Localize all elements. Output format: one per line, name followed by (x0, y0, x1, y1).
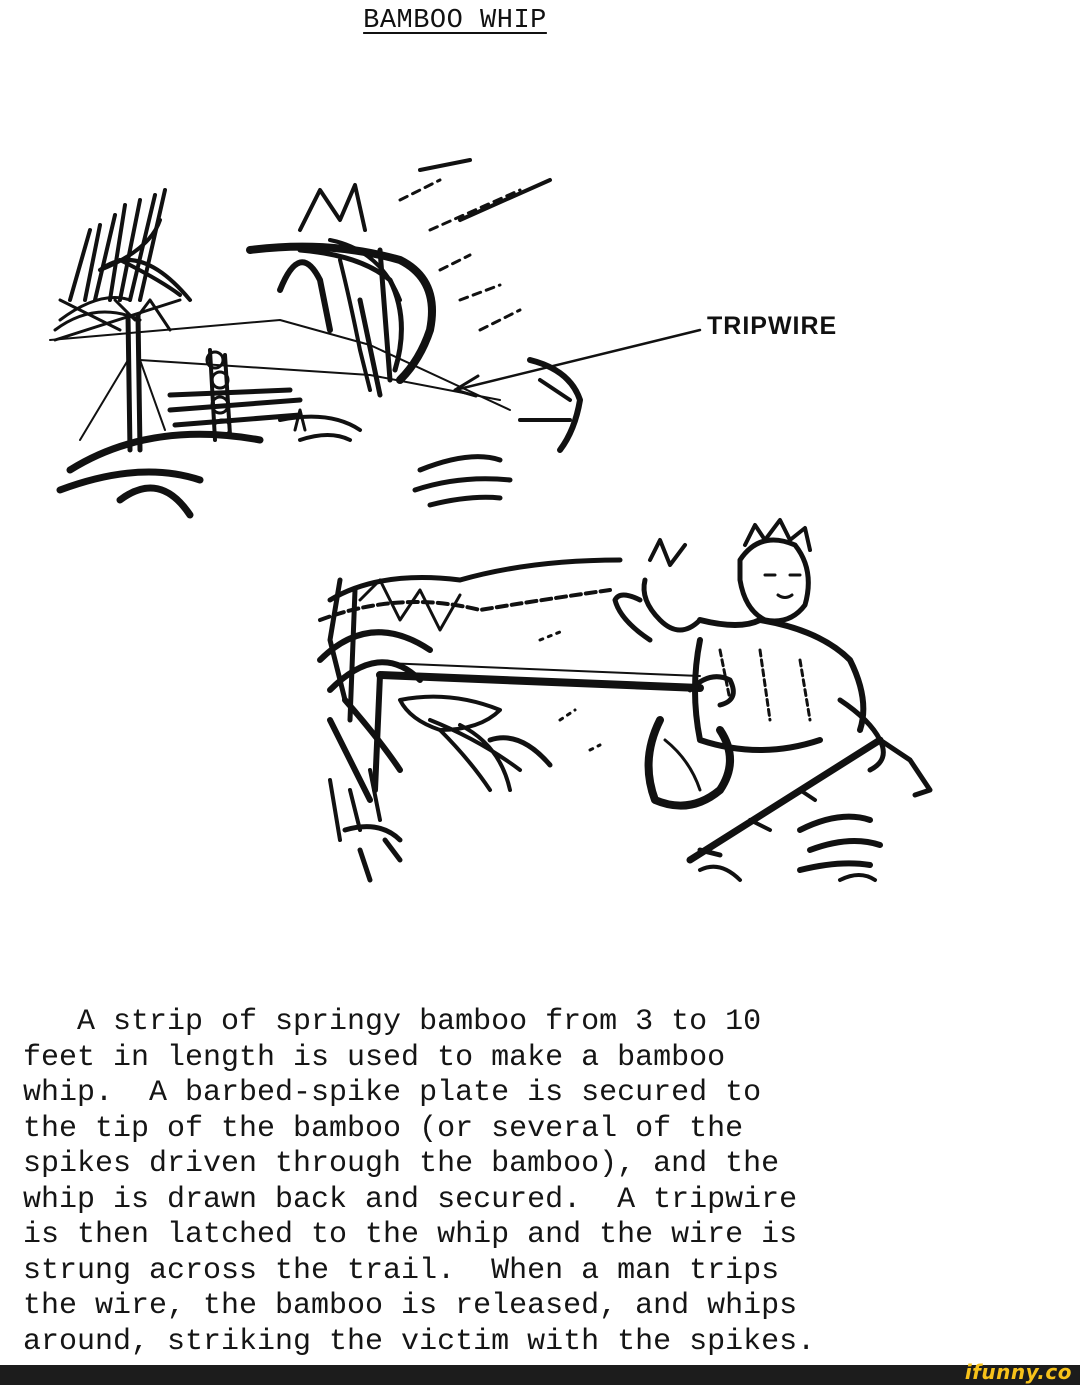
watermark-bar (0, 1365, 1080, 1385)
paragraph-line: whip. A barbed-spike plate is secured to (23, 1076, 762, 1110)
paragraph-line: around, striking the victim with the spikes. (23, 1324, 816, 1359)
page-title: BAMBOO WHIP (363, 6, 547, 36)
description-paragraph (23, 1005, 1063, 1360)
paragraph-line: is then latched to the whip and the wire is (23, 1218, 798, 1252)
paragraph-line: strung across the trail. When a man trips (23, 1253, 780, 1288)
tripwire-label: TRIPWIRE (707, 312, 838, 340)
ifunny-watermark: ifunny.co (964, 1360, 1072, 1384)
bamboo-trap-illustration (50, 160, 700, 515)
victim-struck-illustration (320, 520, 930, 880)
paragraph-line: the tip of the bamboo (or several of the (23, 1111, 744, 1146)
paragraph-line: the wire, the bamboo is released, and whips (23, 1289, 798, 1323)
paragraph-line: whip is drawn back and secured. A tripwire (23, 1182, 798, 1217)
paragraph-line: feet in length is used to make a bamboo (23, 1040, 726, 1075)
paragraph-line: A strip of springy bamboo from 3 to 10 (23, 1005, 762, 1039)
paragraph-line: spikes driven through the bamboo), and the (23, 1147, 780, 1181)
